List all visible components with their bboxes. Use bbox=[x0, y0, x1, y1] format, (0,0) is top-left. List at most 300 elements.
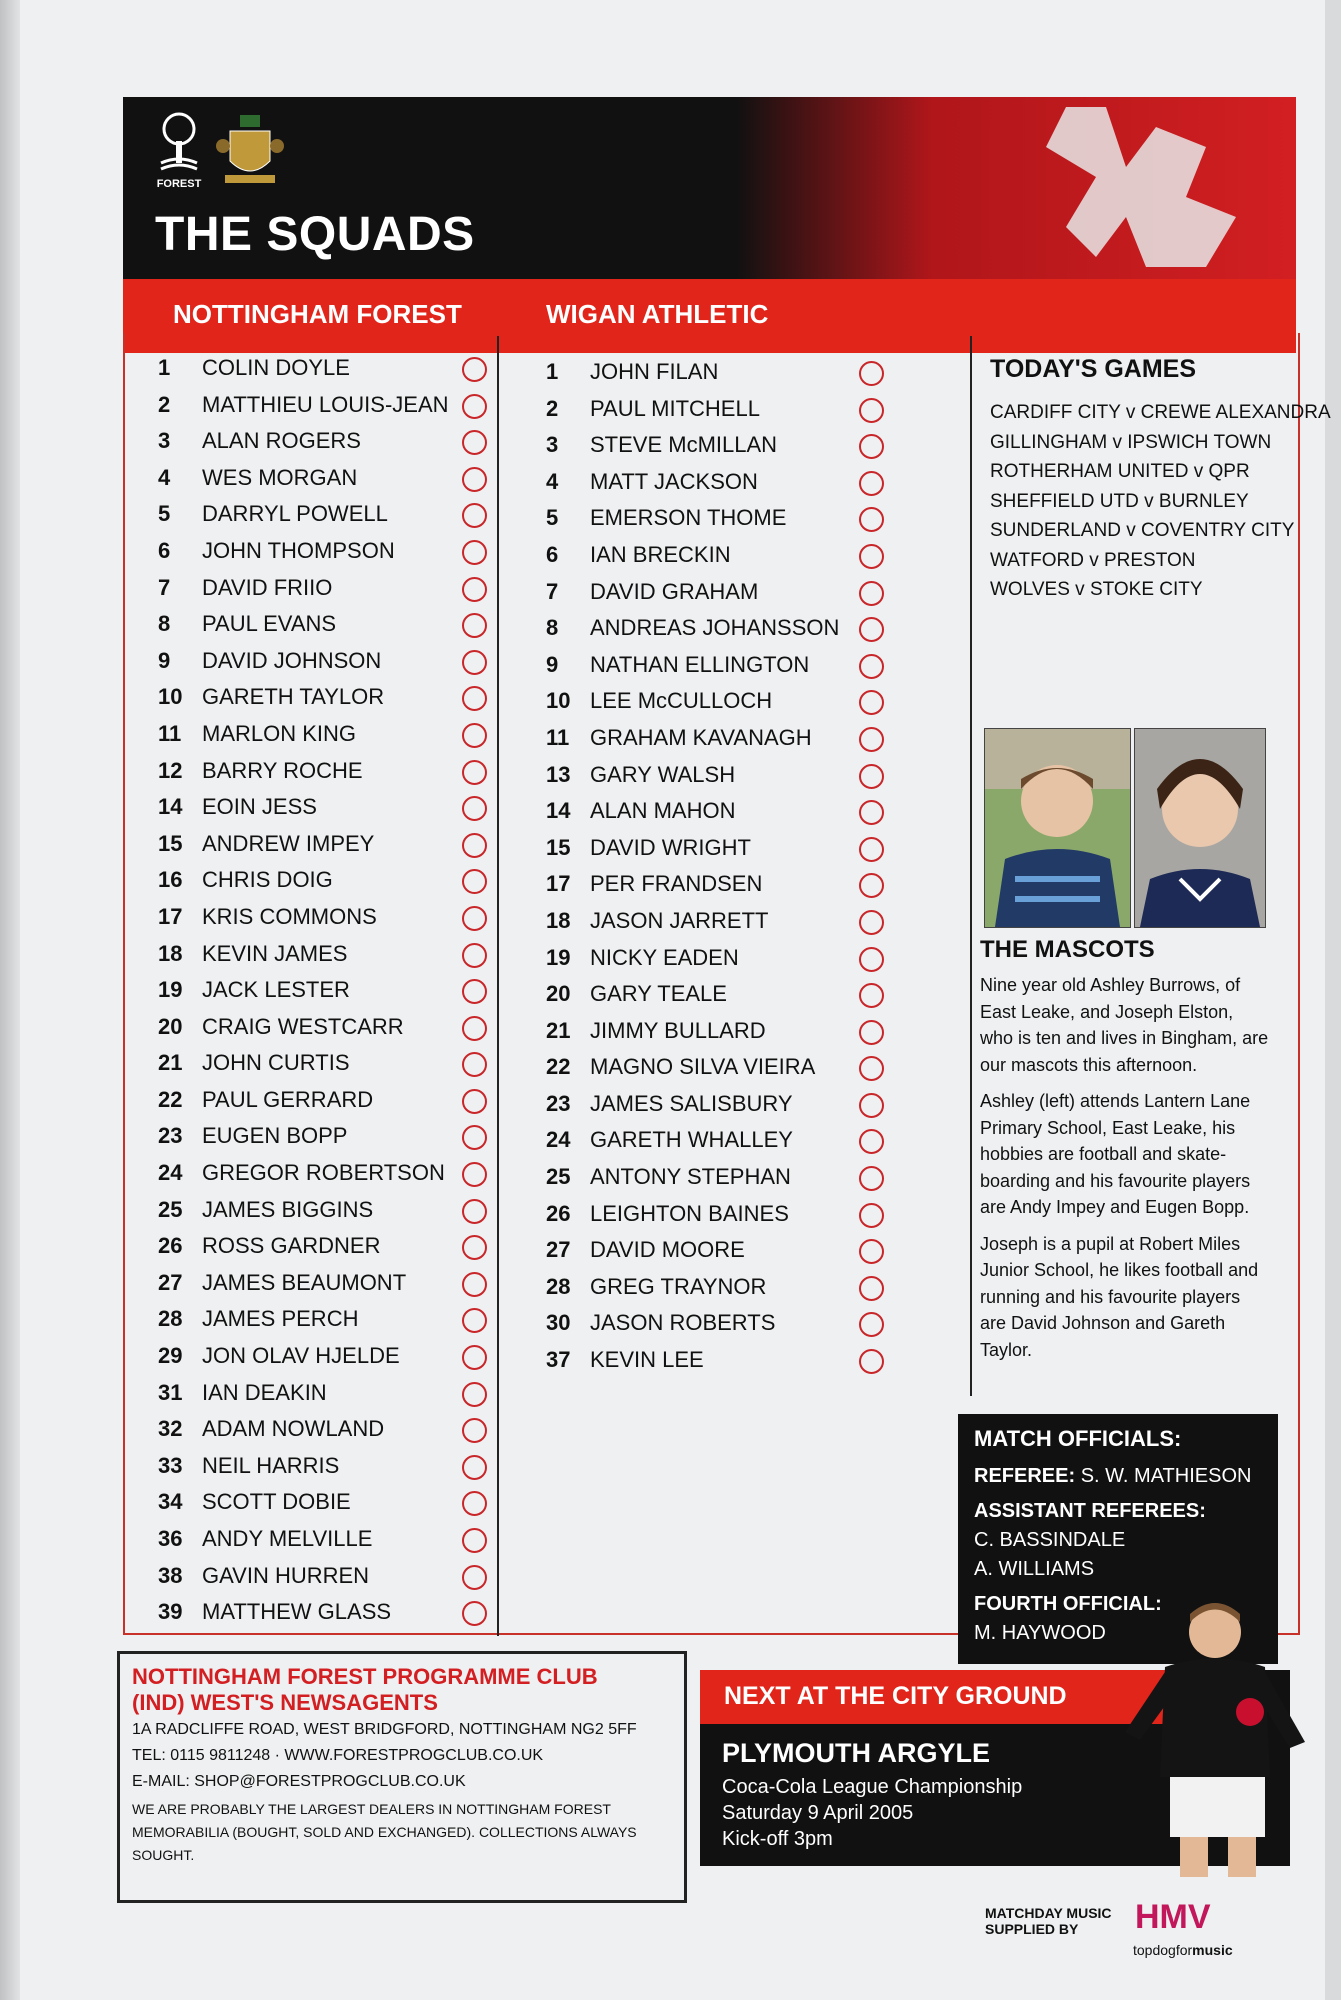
fixture: SUNDERLAND v COVENTRY CITY bbox=[990, 520, 1295, 541]
tick-circle-icon bbox=[462, 1601, 487, 1626]
player-row bbox=[546, 1013, 886, 1050]
assistant-name: C. BASSINDALE bbox=[974, 1529, 1126, 1551]
player-row bbox=[546, 1342, 886, 1379]
tick-circle-icon bbox=[859, 361, 884, 386]
squad-number: 33 bbox=[158, 1452, 183, 1478]
mascots-paragraph: Nine year old Ashley Burrows, of East Leake, and Joseph Elston, who is ten and lives in Bingham, are our mascots this afternoon. bbox=[980, 975, 1269, 1075]
player-name: KRIS COMMONS bbox=[202, 903, 377, 929]
player-row bbox=[158, 1265, 488, 1302]
player-name: JAMES SALISBURY bbox=[590, 1090, 793, 1116]
squad-number: 13 bbox=[546, 761, 571, 787]
player-row bbox=[158, 606, 488, 643]
tick-circle-icon bbox=[859, 1276, 884, 1301]
tick-circle-icon bbox=[462, 869, 487, 894]
player-row bbox=[158, 1411, 488, 1448]
tick-circle-icon bbox=[462, 1162, 487, 1187]
club-title: NOTTINGHAM FOREST PROGRAMME CLUB bbox=[132, 1664, 598, 1689]
player-name: EOIN JESS bbox=[202, 794, 317, 820]
squad-number: 19 bbox=[546, 944, 571, 970]
sponsor-line: MATCHDAY MUSIC bbox=[985, 1905, 1112, 1921]
squad-number: 5 bbox=[158, 501, 171, 527]
player-name: GRAHAM KAVANAGH bbox=[590, 724, 812, 750]
player-name: ANDREAS JOHANSSON bbox=[590, 615, 840, 641]
squad-number: 4 bbox=[546, 468, 559, 494]
player-name: JAMES BEAUMONT bbox=[202, 1269, 407, 1295]
player-row bbox=[546, 683, 886, 720]
binding-spine bbox=[0, 0, 20, 2000]
player-name: JASON ROBERTS bbox=[590, 1310, 776, 1336]
player-name: GREG TRAYNOR bbox=[590, 1273, 767, 1299]
tick-circle-icon bbox=[462, 760, 487, 785]
player-row bbox=[546, 1196, 886, 1233]
tick-circle-icon bbox=[462, 540, 487, 565]
player-row bbox=[158, 862, 488, 899]
squad-number: 37 bbox=[546, 1347, 571, 1373]
player-photo bbox=[1120, 1592, 1310, 1882]
squad-number: 19 bbox=[158, 977, 183, 1003]
fixture: WATFORD v PRESTON bbox=[990, 549, 1196, 571]
squad-number: 15 bbox=[158, 830, 183, 856]
mascots-paragraph: Joseph is a pupil at Robert Miles Junior School, he likes football and running and his favourite players are David Johnson and Gareth Taylor. bbox=[980, 1233, 1259, 1360]
squad-number: 12 bbox=[158, 757, 183, 783]
player-name: MATTHIEU LOUIS-JEAN bbox=[202, 391, 449, 417]
player-row bbox=[546, 1086, 886, 1123]
tick-circle-icon bbox=[462, 1455, 487, 1480]
player-row bbox=[546, 1232, 886, 1269]
tick-circle-icon bbox=[462, 1089, 487, 1114]
player-row bbox=[158, 1082, 488, 1119]
player-row bbox=[158, 972, 488, 1009]
player-row bbox=[546, 976, 886, 1013]
tick-circle-icon bbox=[859, 434, 884, 459]
squad-number: 25 bbox=[546, 1164, 571, 1190]
player-row bbox=[158, 1521, 488, 1558]
player-row bbox=[546, 537, 886, 574]
squad-number: 22 bbox=[546, 1054, 571, 1080]
player-row bbox=[546, 610, 886, 647]
player-name: GARETH WHALLEY bbox=[590, 1127, 793, 1153]
squad-number: 18 bbox=[546, 907, 571, 933]
flag-graphic bbox=[1006, 107, 1266, 267]
forest-tree-icon bbox=[155, 111, 203, 191]
squad-number: 28 bbox=[158, 1306, 183, 1332]
player-name: JASON JARRETT bbox=[590, 907, 769, 933]
club-email: E-MAIL: SHOP@FORESTPROGCLUB.CO.UK bbox=[132, 1773, 466, 1790]
player-row bbox=[546, 903, 886, 940]
tick-circle-icon bbox=[462, 394, 487, 419]
programme-club-ad bbox=[117, 1651, 687, 1903]
player-row bbox=[158, 387, 488, 424]
player-name: LEE McCULLOCH bbox=[590, 688, 773, 714]
tick-circle-icon bbox=[859, 873, 884, 898]
tick-circle-icon bbox=[462, 1052, 487, 1077]
player-name: JOHN CURTIS bbox=[202, 1050, 350, 1076]
tick-circle-icon bbox=[859, 1020, 884, 1045]
squad-number: 3 bbox=[546, 432, 559, 458]
squad-number: 16 bbox=[158, 867, 183, 893]
tick-circle-icon bbox=[859, 983, 884, 1008]
column-divider-2 bbox=[970, 336, 972, 1396]
next-kickoff: Kick-off 3pm bbox=[722, 1828, 833, 1850]
player-name: ANTONY STEPHAN bbox=[590, 1164, 791, 1190]
tick-circle-icon bbox=[462, 430, 487, 455]
player-name: NATHAN ELLINGTON bbox=[590, 651, 810, 677]
player-row bbox=[158, 1301, 488, 1338]
hmv-tagline bbox=[1133, 1942, 1233, 1958]
fixture: WOLVES v STOKE CITY bbox=[990, 579, 1203, 600]
tick-circle-icon bbox=[462, 1016, 487, 1041]
fixture: CARDIFF CITY v CREWE ALEXANDRA bbox=[990, 402, 1331, 423]
player-name: MATTHEW GLASS bbox=[202, 1599, 392, 1625]
player-row bbox=[546, 391, 886, 428]
forest-squad-list bbox=[158, 350, 488, 1631]
player-name: PER FRANDSEN bbox=[590, 871, 763, 897]
mascot-photo-ashley bbox=[984, 728, 1131, 928]
tick-circle-icon bbox=[462, 503, 487, 528]
tick-circle-icon bbox=[859, 507, 884, 532]
tick-circle-icon bbox=[859, 654, 884, 679]
player-name: ADAM NOWLAND bbox=[202, 1416, 385, 1442]
club-blurb: WE ARE PROBABLY THE LARGEST DEALERS IN NOTTINGHAM FOREST MEMORABILIA (BOUGHT, SOLD AND EXCHANGED). COLLECTIONS ALWAYS SOUGHT. bbox=[132, 1801, 637, 1863]
player-name: JIMMY BULLARD bbox=[590, 1017, 766, 1043]
squad-number: 24 bbox=[546, 1127, 571, 1153]
fourth-label: FOURTH OFFICIAL: bbox=[974, 1593, 1162, 1615]
player-name: MATT JACKSON bbox=[590, 468, 758, 494]
mascots-paragraph: Ashley (left) attends Lantern Lane Primary School, East Leake, his hobbies are football and skate-boarding and his favourite players are Andy Impey and Eugen Bopp. bbox=[980, 1091, 1251, 1217]
tick-circle-icon bbox=[462, 906, 487, 931]
player-row bbox=[158, 1558, 488, 1595]
squad-number: 2 bbox=[158, 391, 171, 417]
tick-circle-icon bbox=[462, 1345, 487, 1370]
player-row bbox=[158, 1594, 488, 1631]
squad-number: 18 bbox=[158, 940, 183, 966]
squad-number: 27 bbox=[546, 1237, 571, 1263]
squad-number: 14 bbox=[158, 794, 183, 820]
player-name: GARY TEALE bbox=[590, 981, 727, 1007]
player-name: GARY WALSH bbox=[590, 761, 736, 787]
tick-circle-icon bbox=[462, 1308, 487, 1333]
squad-number: 15 bbox=[546, 834, 571, 860]
tick-circle-icon bbox=[859, 1056, 884, 1081]
officials-title: MATCH OFFICIALS: bbox=[974, 1426, 1182, 1451]
referee-name: S. W. MATHIESON bbox=[1080, 1465, 1252, 1487]
player-row bbox=[546, 866, 886, 903]
player-row bbox=[158, 1155, 488, 1192]
next-date: Saturday 9 April 2005 bbox=[722, 1802, 914, 1824]
referee-label: REFEREE: bbox=[974, 1465, 1076, 1487]
player-name: ANDREW IMPEY bbox=[202, 830, 375, 856]
player-row bbox=[158, 679, 488, 716]
player-row bbox=[546, 354, 886, 391]
player-name: LEIGHTON BAINES bbox=[590, 1200, 789, 1226]
squad-number: 29 bbox=[158, 1343, 183, 1369]
player-row bbox=[158, 423, 488, 460]
todays-games bbox=[990, 355, 1331, 605]
tick-circle-icon bbox=[859, 617, 884, 642]
tick-circle-icon bbox=[462, 686, 487, 711]
player-name: KEVIN LEE bbox=[590, 1347, 704, 1373]
player-name: DAVID WRIGHT bbox=[590, 834, 751, 860]
club-subtitle: (IND) WEST'S NEWSAGENTS bbox=[132, 1690, 438, 1715]
player-name: KEVIN JAMES bbox=[202, 940, 348, 966]
tick-circle-icon bbox=[859, 471, 884, 496]
tick-circle-icon bbox=[462, 613, 487, 638]
tick-circle-icon bbox=[859, 764, 884, 789]
player-name: ALAN ROGERS bbox=[202, 428, 361, 454]
player-name: DAVID JOHNSON bbox=[202, 647, 382, 673]
squad-number: 8 bbox=[546, 615, 559, 641]
squad-number: 21 bbox=[158, 1050, 183, 1076]
mascots-title: THE MASCOTS bbox=[980, 936, 1155, 963]
tick-circle-icon bbox=[462, 357, 487, 382]
tick-circle-icon bbox=[859, 690, 884, 715]
squad-number: 32 bbox=[158, 1416, 183, 1442]
sponsor-credit bbox=[985, 1905, 1112, 1937]
player-row bbox=[546, 464, 886, 501]
player-row bbox=[158, 936, 488, 973]
squad-number: 22 bbox=[158, 1086, 183, 1112]
tagline-part: music bbox=[1192, 1942, 1233, 1958]
player-row bbox=[546, 500, 886, 537]
player-row bbox=[158, 1045, 488, 1082]
player-row bbox=[158, 643, 488, 680]
player-name: GREGOR ROBERTSON bbox=[202, 1160, 445, 1186]
tick-circle-icon bbox=[859, 837, 884, 862]
squad-number: 27 bbox=[158, 1269, 183, 1295]
player-name: ALAN MAHON bbox=[590, 798, 736, 824]
player-name: NICKY EADEN bbox=[590, 944, 739, 970]
player-name: GARETH TAYLOR bbox=[202, 684, 385, 710]
tick-circle-icon bbox=[859, 727, 884, 752]
tick-circle-icon bbox=[462, 1125, 487, 1150]
squad-number: 21 bbox=[546, 1017, 571, 1043]
squad-number: 26 bbox=[158, 1233, 183, 1259]
squad-number: 3 bbox=[158, 428, 171, 454]
club-contact: TEL: 0115 9811248 · WWW.FORESTPROGCLUB.CO.UK bbox=[132, 1747, 544, 1764]
player-row bbox=[158, 496, 488, 533]
player-row bbox=[158, 570, 488, 607]
squad-number: 28 bbox=[546, 1273, 571, 1299]
tick-circle-icon bbox=[859, 1093, 884, 1118]
tick-circle-icon bbox=[462, 796, 487, 821]
player-row bbox=[546, 427, 886, 464]
home-team-name: NOTTINGHAM FOREST bbox=[173, 299, 462, 329]
squad-number: 1 bbox=[546, 359, 559, 384]
wigan-squad-list bbox=[546, 354, 886, 1379]
player-row bbox=[158, 460, 488, 497]
squads-header bbox=[123, 97, 1296, 279]
player-name: CRAIG WESTCARR bbox=[202, 1013, 404, 1039]
squad-number: 25 bbox=[158, 1196, 183, 1222]
mascots-section bbox=[980, 936, 1270, 1373]
squad-number: 2 bbox=[546, 395, 559, 421]
hmv-logo: HMV bbox=[1135, 1898, 1211, 1936]
player-name: ANDY MELVILLE bbox=[202, 1526, 373, 1551]
player-name: ROSS GARDNER bbox=[202, 1233, 381, 1259]
mascot-photo-joseph bbox=[1134, 728, 1266, 928]
player-name: WES MORGAN bbox=[202, 464, 358, 490]
player-name: MARLON KING bbox=[202, 720, 357, 746]
tick-circle-icon bbox=[462, 1491, 487, 1516]
squad-number: 23 bbox=[546, 1090, 571, 1116]
tick-circle-icon bbox=[462, 577, 487, 602]
player-name: JOHN THOMPSON bbox=[202, 537, 395, 563]
squad-number: 24 bbox=[158, 1160, 183, 1186]
player-row bbox=[158, 716, 488, 753]
player-row bbox=[158, 1375, 488, 1412]
player-row bbox=[158, 350, 488, 387]
squad-number: 6 bbox=[546, 541, 559, 567]
squad-number: 10 bbox=[158, 684, 183, 710]
squad-number: 6 bbox=[158, 537, 171, 563]
player-name: EUGEN BOPP bbox=[202, 1123, 348, 1149]
player-row bbox=[158, 1484, 488, 1521]
squad-number: 7 bbox=[546, 578, 559, 604]
player-row bbox=[546, 1269, 886, 1306]
player-name: DAVID GRAHAM bbox=[590, 578, 759, 604]
tick-circle-icon bbox=[462, 1565, 487, 1590]
squad-number: 34 bbox=[158, 1489, 183, 1515]
tick-circle-icon bbox=[462, 1199, 487, 1224]
player-name: PAUL EVANS bbox=[202, 611, 337, 637]
tick-circle-icon bbox=[859, 947, 884, 972]
squad-number: 26 bbox=[546, 1200, 571, 1226]
tick-circle-icon bbox=[859, 1129, 884, 1154]
player-name: MAGNO SILVA VIEIRA bbox=[590, 1054, 816, 1080]
player-row bbox=[546, 940, 886, 977]
squad-number: 38 bbox=[158, 1562, 183, 1588]
tick-circle-icon bbox=[462, 833, 487, 858]
sponsor-line: SUPPLIED BY bbox=[985, 1921, 1079, 1937]
assistants-label: ASSISTANT REFEREES: bbox=[974, 1500, 1206, 1522]
column-divider-1 bbox=[497, 336, 499, 1636]
assistant-name: A. WILLIAMS bbox=[974, 1558, 1095, 1580]
player-row bbox=[546, 574, 886, 611]
club-address: 1A RADCLIFFE ROAD, WEST BRIDGFORD, NOTTINGHAM NG2 5FF bbox=[132, 1721, 637, 1738]
tick-circle-icon bbox=[859, 398, 884, 423]
squad-number: 4 bbox=[158, 464, 171, 490]
tagline-part: topdogfor bbox=[1133, 1942, 1193, 1958]
todays-games-title: TODAY'S GAMES bbox=[990, 355, 1196, 383]
player-row bbox=[546, 1305, 886, 1342]
player-row bbox=[546, 830, 886, 867]
squad-number: 1 bbox=[158, 355, 171, 380]
squad-number: 7 bbox=[158, 574, 171, 600]
player-name: JON OLAV HJELDE bbox=[202, 1343, 400, 1369]
player-name: STEVE McMILLAN bbox=[590, 432, 778, 458]
player-name: COLIN DOYLE bbox=[202, 355, 350, 380]
player-row bbox=[546, 647, 886, 684]
player-row bbox=[158, 899, 488, 936]
player-name: JOHN FILAN bbox=[590, 359, 719, 384]
squad-number: 20 bbox=[546, 981, 571, 1007]
tick-circle-icon bbox=[462, 650, 487, 675]
tick-circle-icon bbox=[462, 1528, 487, 1553]
fixture: ROTHERHAM UNITED v QPR bbox=[990, 461, 1250, 482]
squad-number: 23 bbox=[158, 1123, 183, 1149]
fixture: GILLINGHAM v IPSWICH TOWN bbox=[990, 431, 1272, 453]
player-row bbox=[158, 1448, 488, 1485]
tick-circle-icon bbox=[462, 979, 487, 1004]
tick-circle-icon bbox=[859, 1312, 884, 1337]
tick-circle-icon bbox=[859, 800, 884, 825]
player-row bbox=[158, 1009, 488, 1046]
crest-text: FOREST bbox=[156, 178, 202, 190]
tick-circle-icon bbox=[462, 467, 487, 492]
player-name: CHRIS DOIG bbox=[202, 867, 333, 893]
squad-number: 20 bbox=[158, 1013, 183, 1039]
squad-number: 17 bbox=[546, 871, 571, 897]
player-name: IAN DEAKIN bbox=[202, 1379, 327, 1405]
player-name: EMERSON THOME bbox=[590, 505, 787, 531]
city-crest-icon bbox=[215, 111, 285, 191]
player-row bbox=[158, 753, 488, 790]
player-row bbox=[158, 533, 488, 570]
player-row bbox=[158, 1338, 488, 1375]
squad-number: 11 bbox=[158, 720, 182, 746]
next-game-heading: NEXT AT THE CITY GROUND bbox=[724, 1682, 1067, 1710]
player-row bbox=[546, 757, 886, 794]
tick-circle-icon bbox=[462, 1382, 487, 1407]
fourth-official-name: M. HAYWOOD bbox=[974, 1622, 1106, 1644]
squad-number: 10 bbox=[546, 688, 571, 714]
next-opponent: PLYMOUTH ARGYLE bbox=[722, 1738, 991, 1768]
squad-number: 36 bbox=[158, 1526, 183, 1551]
squad-number: 14 bbox=[546, 798, 571, 824]
tick-circle-icon bbox=[859, 1239, 884, 1264]
player-name: JAMES PERCH bbox=[202, 1306, 359, 1332]
tick-circle-icon bbox=[859, 1349, 884, 1374]
tick-circle-icon bbox=[462, 1272, 487, 1297]
player-name: DAVID MOORE bbox=[590, 1237, 745, 1263]
squad-number: 9 bbox=[158, 647, 171, 673]
page-title: THE SQUADS bbox=[155, 208, 475, 261]
tick-circle-icon bbox=[462, 1235, 487, 1260]
player-name: PAUL GERRARD bbox=[202, 1086, 374, 1112]
squad-number: 11 bbox=[546, 724, 570, 750]
tick-circle-icon bbox=[462, 723, 487, 748]
player-name: DARRYL POWELL bbox=[202, 501, 388, 527]
squad-number: 5 bbox=[546, 505, 559, 531]
player-row bbox=[158, 1118, 488, 1155]
player-row bbox=[158, 789, 488, 826]
player-name: DAVID FRIIO bbox=[202, 574, 333, 600]
tick-circle-icon bbox=[859, 910, 884, 935]
tick-circle-icon bbox=[462, 943, 487, 968]
player-name: SCOTT DOBIE bbox=[202, 1489, 351, 1515]
squad-number: 31 bbox=[158, 1379, 183, 1405]
tick-circle-icon bbox=[859, 544, 884, 569]
next-competition: Coca-Cola League Championship bbox=[722, 1776, 1023, 1798]
player-row bbox=[546, 1159, 886, 1196]
tick-circle-icon bbox=[462, 1418, 487, 1443]
away-team-name: WIGAN ATHLETIC bbox=[546, 299, 769, 329]
player-row bbox=[158, 826, 488, 863]
player-name: GAVIN HURREN bbox=[202, 1562, 370, 1588]
tick-circle-icon bbox=[859, 1166, 884, 1191]
squad-number: 9 bbox=[546, 651, 559, 677]
squad-number: 17 bbox=[158, 903, 183, 929]
tick-circle-icon bbox=[859, 581, 884, 606]
squad-number: 30 bbox=[546, 1310, 571, 1336]
player-row bbox=[158, 1192, 488, 1229]
player-name: JAMES BIGGINS bbox=[202, 1196, 374, 1222]
player-name: JACK LESTER bbox=[202, 977, 350, 1003]
player-name: IAN BRECKIN bbox=[590, 541, 731, 567]
player-name: PAUL MITCHELL bbox=[590, 395, 760, 421]
player-row bbox=[546, 720, 886, 757]
player-name: BARRY ROCHE bbox=[202, 757, 363, 783]
